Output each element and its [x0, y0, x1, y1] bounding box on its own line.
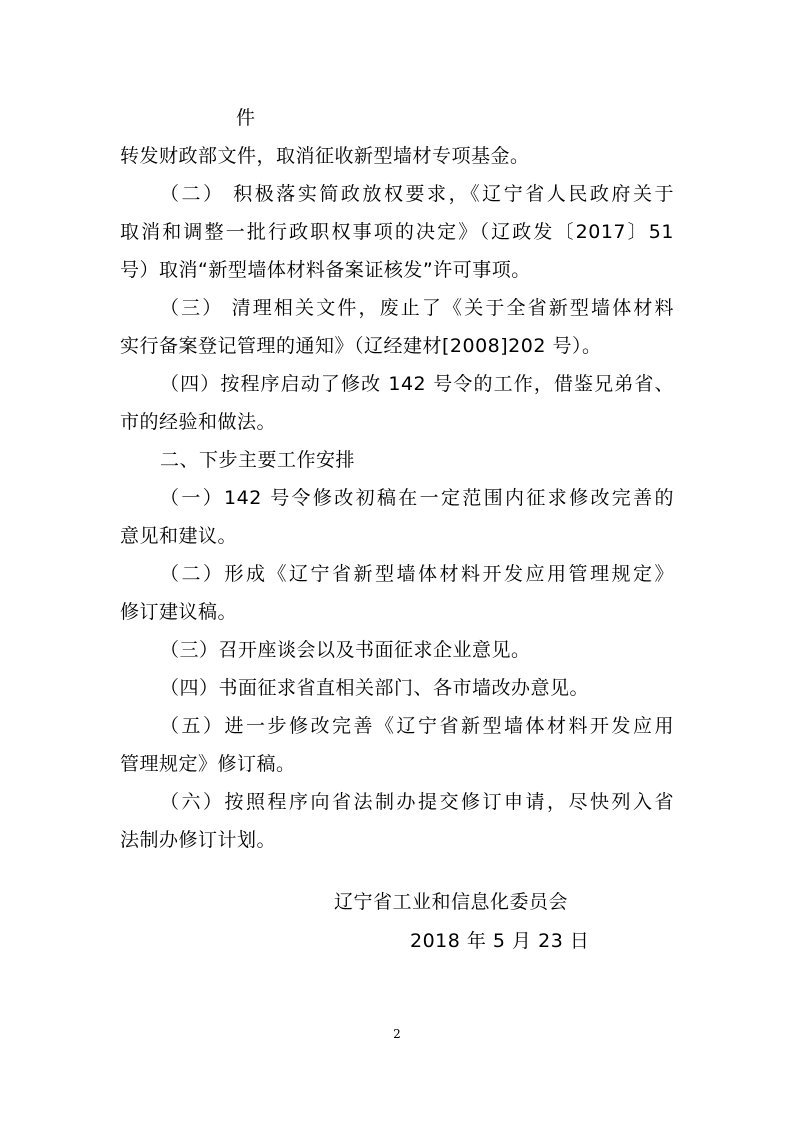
- page-number: 2: [393, 1027, 401, 1041]
- signature-date: 2018 年 5 月 23 日: [410, 930, 590, 952]
- body-line: 取消和调整一批行政职权事项的决定》（辽政发〔2017〕51: [120, 221, 674, 243]
- plan-item-three: （三）召开座谈会以及书面征求企业意见。: [160, 639, 531, 661]
- body-line: 修订建议稿。: [120, 601, 238, 623]
- section-heading: 二、下步主要工作安排: [160, 449, 356, 471]
- body-line: 法制办修订计划。: [120, 829, 277, 851]
- body-line: 市的经验和做法。: [120, 411, 277, 433]
- item-two-heading: （二） 积极落实简政放权要求，《辽宁省人民政府关于: [160, 183, 674, 205]
- plan-item-five: （五）进一步修改完善《辽宁省新型墙体材料开发应用: [160, 715, 674, 737]
- plan-item-two: （二）形成《辽宁省新型墙体材料开发应用管理规定》: [160, 563, 674, 585]
- body-line: 号）取消“新型墙体材料备案证核发”许可事项。: [120, 259, 531, 281]
- body-line: 转发财政部文件，取消征收新型墙材专项基金。: [120, 145, 530, 167]
- body-line: 实行备案登记管理的通知》（辽经建材[2008]202 号）。: [120, 335, 602, 357]
- body-line: 管理规定》修订稿。: [120, 753, 296, 775]
- signature-organization: 辽宁省工业和信息化委员会: [334, 891, 569, 913]
- plan-item-four: （四）书面征求省直相关部门、各市墙改办意见。: [160, 677, 590, 699]
- plan-item-one: （一）142 号令修改初稿在一定范围内征求修改完善的: [160, 487, 674, 509]
- item-three-heading: （三） 清理相关文件，废止了《关于全省新型墙体材料: [160, 297, 674, 319]
- plan-item-six: （六）按照程序向省法制办提交修订申请，尽快列入省: [160, 791, 674, 813]
- item-four-heading: （四）按程序启动了修改 142 号令的工作，借鉴兄弟省、: [160, 373, 674, 395]
- continued-line: 件: [236, 107, 256, 129]
- body-line: 意见和建议。: [120, 525, 238, 547]
